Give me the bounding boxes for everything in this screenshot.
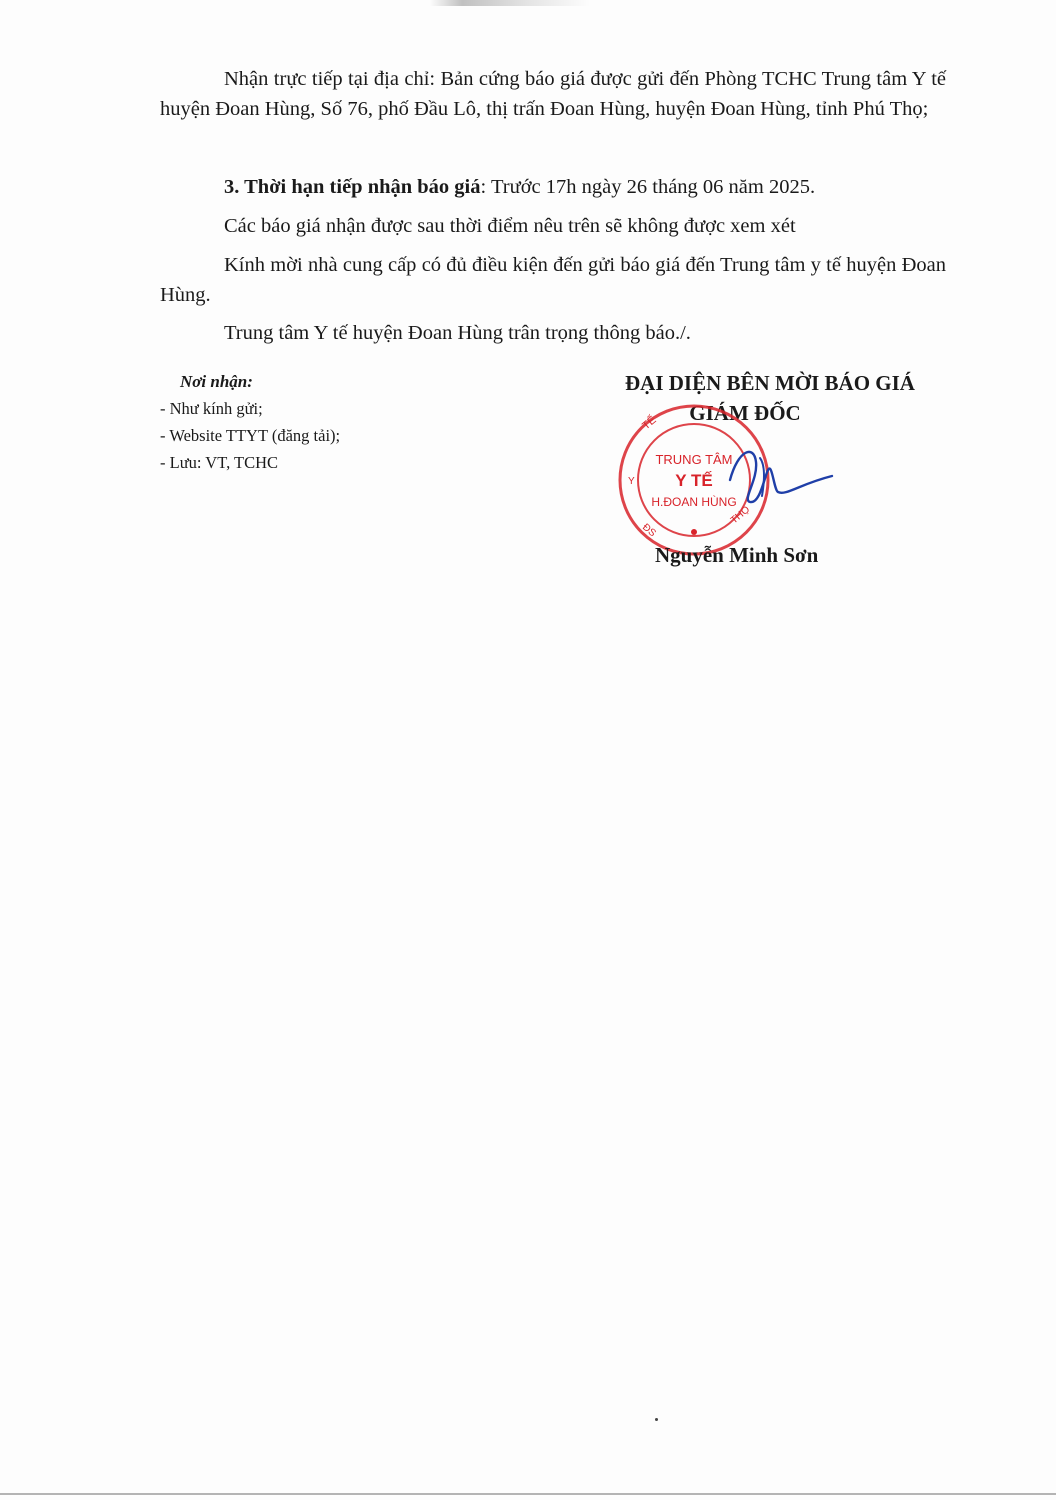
svg-text:ĐS: ĐS xyxy=(640,521,658,540)
seal-text-line3: H.ĐOAN HÙNG xyxy=(651,495,737,509)
svg-text:TẾ: TẾ xyxy=(640,414,659,433)
signer-role-line1: ĐẠI DIỆN BÊN MỜI BÁO GIÁ xyxy=(625,371,915,395)
handwritten-signature-icon xyxy=(720,440,840,510)
signer-name: Nguyễn Minh Sơn xyxy=(655,543,819,567)
invitation-text: Kính mời nhà cung cấp có đủ điều kiện đến gửi báo giá đến Trung tâm y tế huyện Đoan Hùng. xyxy=(160,254,946,306)
late-notice-text: Các báo giá nhận được sau thời điểm nêu trên sẽ không được xem xét xyxy=(224,215,796,237)
paragraph-deadline xyxy=(160,172,946,202)
paragraph-address-text: Nhận trực tiếp tại địa chỉ: Bản cứng báo giá được gửi đến Phòng TCHC Trung tâm Y tế huyện Đoan Hùng, Số 76, phố Đầu Lô, thị trấn Đoan Hùng, huyện Đoan Hùng, tỉnh Phú Thọ; xyxy=(160,68,946,120)
signer-role-line2: GIÁM ĐỐC xyxy=(689,401,801,425)
recipient-item: - Như kính gửi; xyxy=(160,399,263,418)
deadline-heading: 3. Thời hạn tiếp nhận báo giá xyxy=(224,176,481,198)
recipient-item: - Lưu: VT, TCHC xyxy=(160,453,279,472)
paragraph-deadline-line xyxy=(160,172,946,202)
recipients-block xyxy=(160,368,340,476)
paragraph-invitation xyxy=(160,250,946,310)
paragraph-late-notice xyxy=(160,211,946,241)
deadline-text: : Trước 17h ngày 26 tháng 06 năm 2025. xyxy=(480,176,816,198)
seal-text-line1: TRUNG TÂM xyxy=(655,452,733,467)
svg-text:THỌ: THỌ xyxy=(728,504,753,527)
scan-speck xyxy=(655,1418,658,1421)
recipients-title: Nơi nhận: xyxy=(180,372,253,391)
paragraph-address xyxy=(160,64,946,124)
paragraph-closing xyxy=(160,318,946,348)
recipient-item: - Website TTYT (đăng tải); xyxy=(160,426,341,445)
seal-text-line2: Y TẾ xyxy=(675,471,713,490)
closing-text: Trung tâm Y tế huyện Đoan Hùng trân trọng thông báo./. xyxy=(224,322,691,344)
scan-artifact-top xyxy=(430,0,590,6)
scan-artifact-bottom xyxy=(0,1493,1056,1495)
svg-text:Y: Y xyxy=(628,476,635,487)
